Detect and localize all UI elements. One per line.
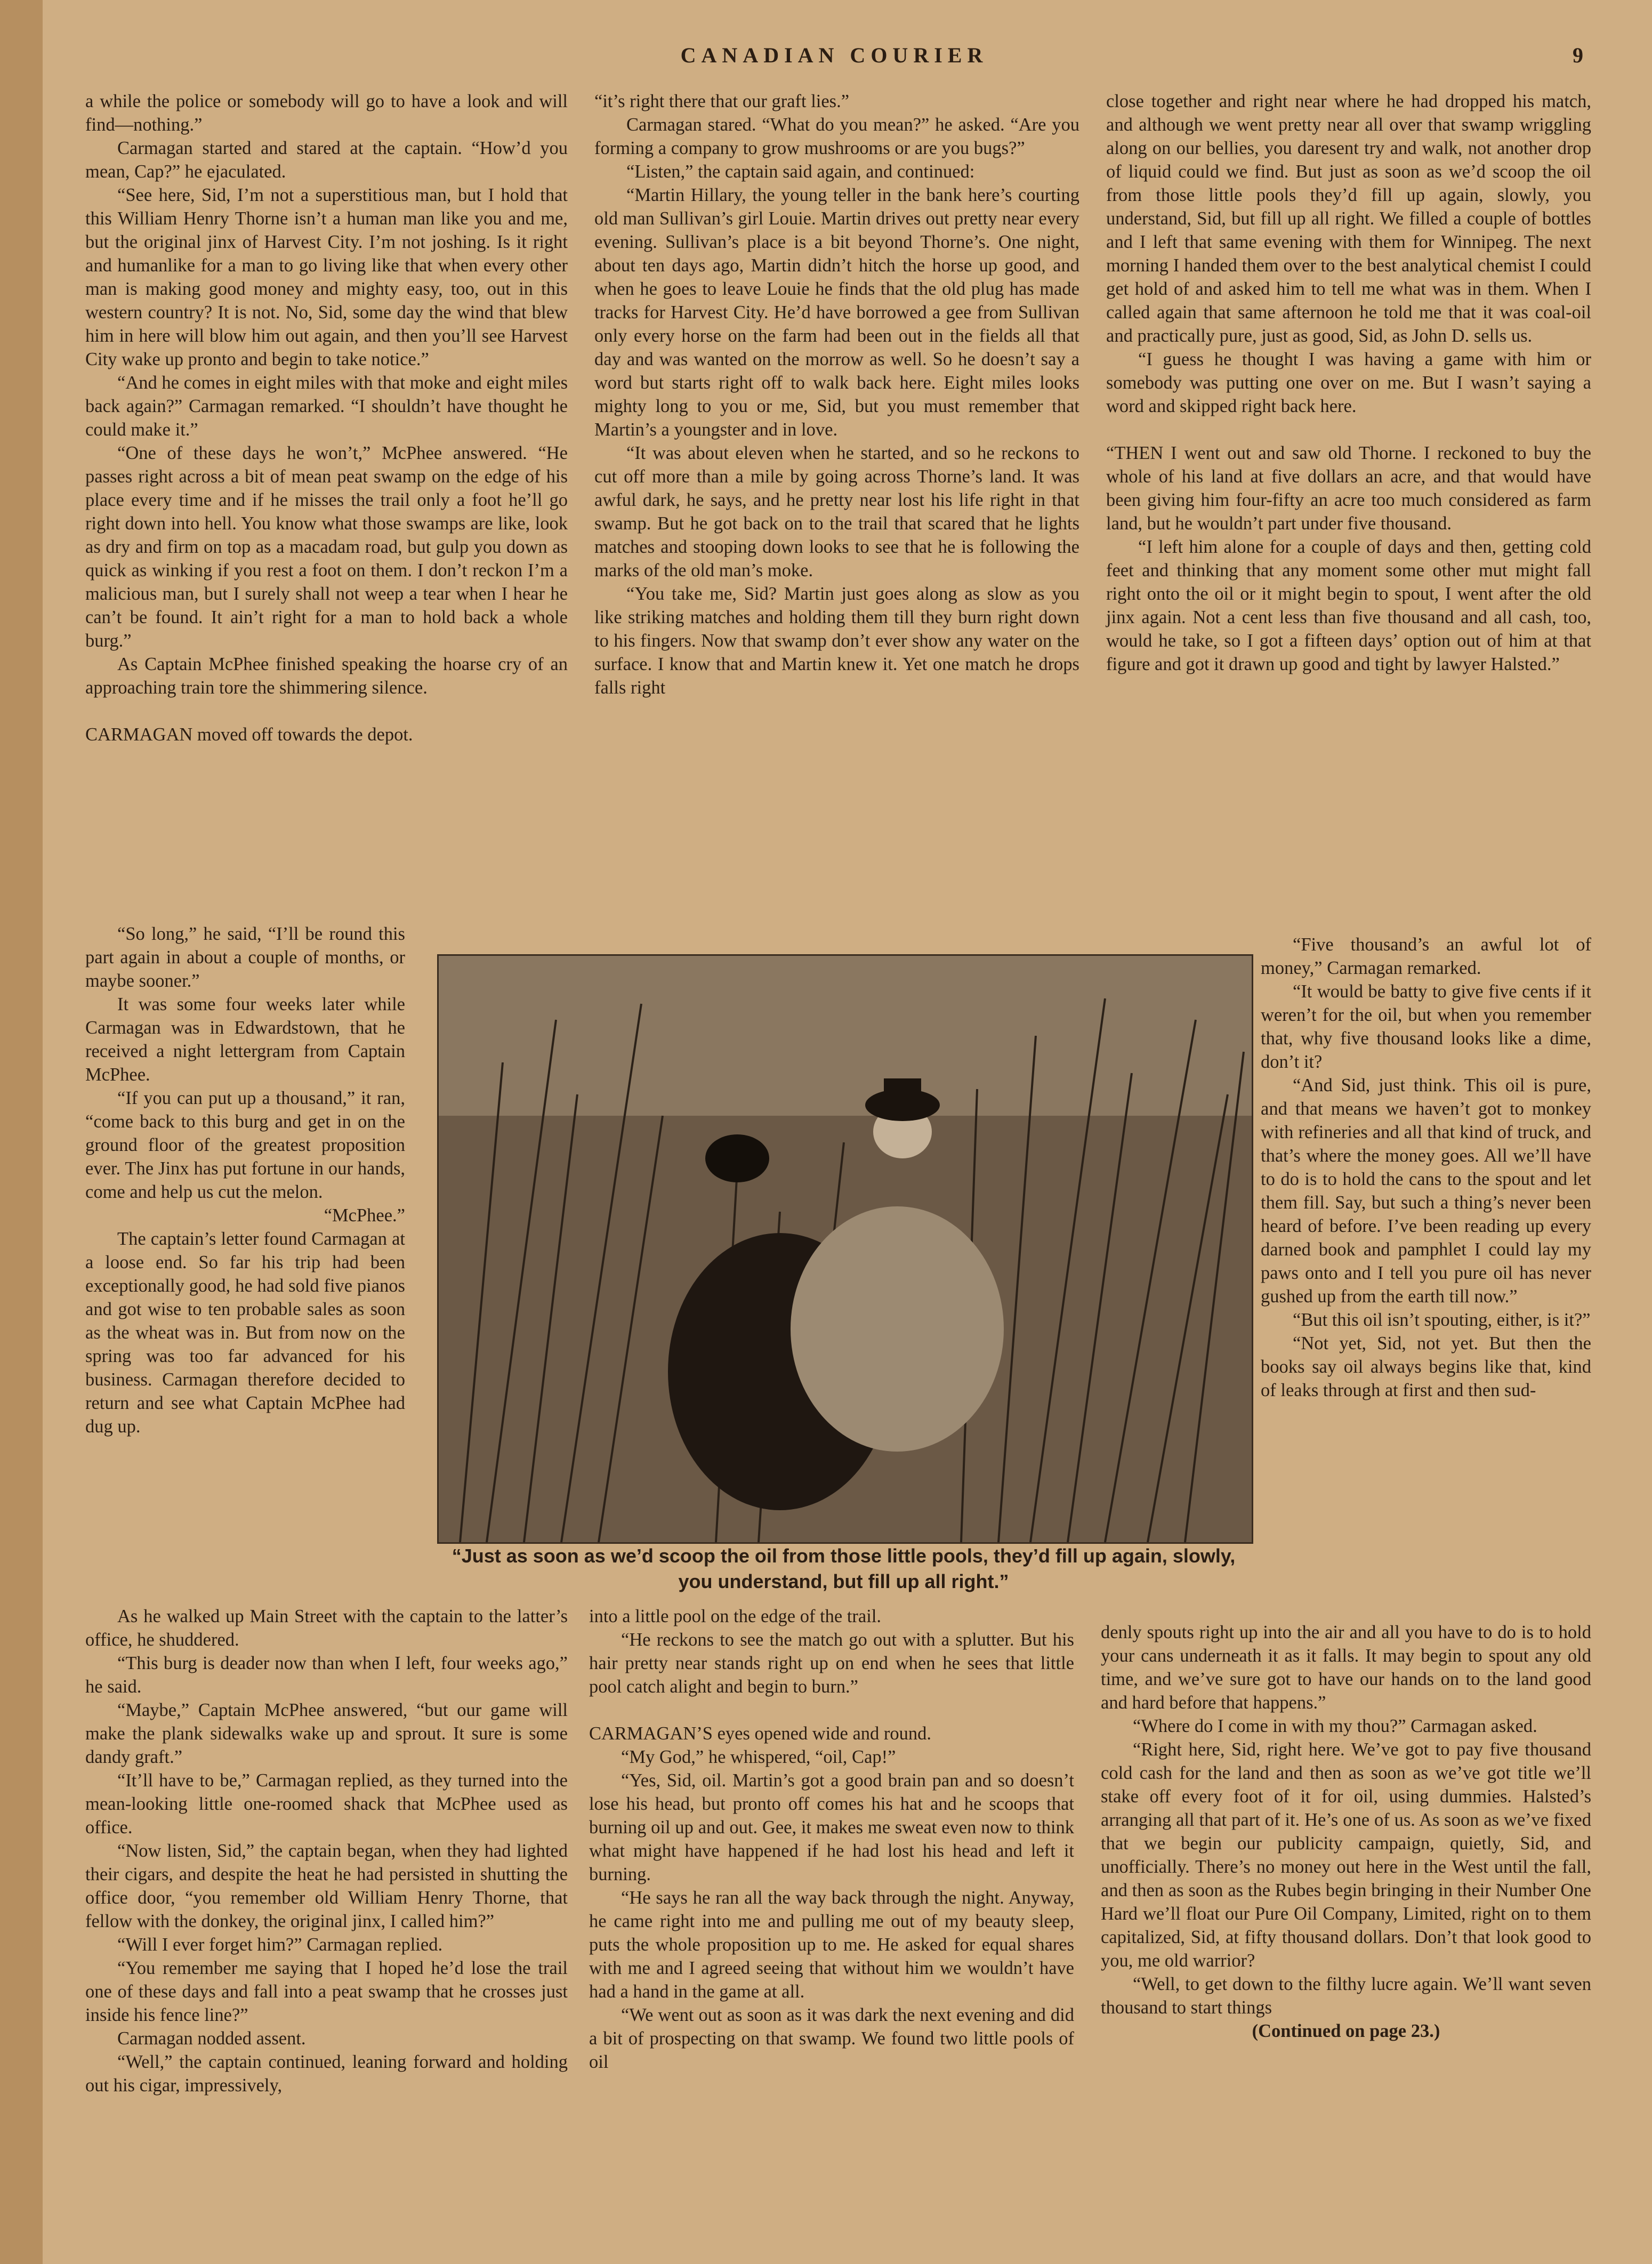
column-1-middle bbox=[85, 922, 405, 1438]
paragraph: a while the police or somebody will go to have a look and will find—nothing.” bbox=[85, 91, 568, 135]
column-2-top bbox=[594, 90, 1079, 699]
paragraph: denly spouts right up into the air and all you have to do is to hold your cans underneath it as it falls. It may begin to spout any old time, and we’ve sure got to have our hands on to the land good and hard before that happens.” bbox=[1101, 1622, 1591, 1713]
paragraph: “It was about eleven when he started, and so he reckons to cut off more than a mile by going across Thorne’s land. It was awful dark, he says, and he pretty near lost his life right in that swamp. But he got back on to the trail that scared that he lights matches and stooping down looks to see that he is following the marks of the old man’s moke. bbox=[594, 443, 1079, 581]
column-2-bottom bbox=[589, 1605, 1074, 2074]
paragraph: “And Sid, just think. This oil is pure, and that means we haven’t got to monkey with refineries and all that kind of truck, and that’s where the money goes. All we’ll have to do is to hold the cans to the spout and let them fill. Say, but such a thing’s never been heard of before. I’ve been reading up every darned book and pamphlet I could lay my paws onto and I tell you pure oil has never gushed up from the earth till now.” bbox=[1261, 1075, 1591, 1307]
paragraph: “Well,” the captain continued, leaning forward and holding out his cigar, impressively, bbox=[85, 2052, 568, 2096]
section-opening: “THEN I went out and saw old Thorne. I reckoned to buy the whole of his land at five dollars an acre, and that would have been giving him four-fifty an acre too much considered as farm land, but he wouldn’t part under five thousand. bbox=[1106, 443, 1591, 534]
page-number: 9 bbox=[1573, 43, 1583, 67]
paragraph: “Where do I come in with my thou?” Carmagan asked. bbox=[1133, 1716, 1537, 1736]
paragraph: “Will I ever forget him?” Carmagan replied. bbox=[117, 1935, 443, 1955]
swamp-illustration-drawing bbox=[439, 956, 1252, 1542]
paragraph: “I left him alone for a couple of days and then, getting cold feet and thinking that any moment some other mut might fall right onto the oil or it might begin to spout, I went after the old jinx again. Not a cent less than five thousand and all cash, too, would he take, so I got a fifteen days’ option out of him at that figure and got it drawn up good and tight by lawyer Halsted.” bbox=[1106, 537, 1591, 674]
paragraph: As he walked up Main Street with the captain to the latter’s office, he shuddered. bbox=[85, 1606, 568, 1650]
paragraph: “If you can put up a thousand,” it ran, “come back to this burg and get in on the ground floor of the greatest proposition ever. The Jinx has put fortune in our hands, come and help us cut the melon. bbox=[85, 1088, 405, 1202]
paragraph: “So long,” he said, “I’ll be round this part again in about a couple of months, or maybe sooner.” bbox=[85, 924, 405, 991]
paragraph: “Five thousand’s an awful lot of money,” Carmagan remarked. bbox=[1261, 934, 1591, 978]
paragraph: “Listen,” the captain said again, and continued: bbox=[626, 162, 975, 182]
paragraph: close together and right near where he had dropped his match, and although we went pretty near all over that swamp wriggling along on our bellies, you daresent try and walk, not another drop of liquid could we find. But just as soon as we’d scoop the oil from those little pools they’d fill up again, slowly, you understand, Sid, but fill up all right. We filled a couple of bottles and I left that same evening with them for Winnipeg. The next morning I handed them over to the best analytical chemist I could get hold of and asked him to tell me what was in them. When I called again that same afternoon he told me that it was coal-oil and practically pure, just as good, Sid, as John D. sells us. bbox=[1106, 91, 1591, 346]
paragraph: Carmagan stared. “What do you mean?” he asked. “Are you forming a company to grow mushrooms or are you bugs?” bbox=[594, 115, 1079, 158]
story-illustration bbox=[437, 954, 1253, 1544]
paragraph: “You remember me saying that I hoped he’d lose the trail one of these days and fall into a peat swamp that he crosses just inside his fence line?” bbox=[85, 1958, 568, 2025]
paragraph: The captain’s letter found Carmagan at a loose end. So far his trip had been exceptionally good, he had sold five pianos and got wise to ten probable sales as soon as the wheat was in. But from now on the spring was too far advanced for his business. Carmagan therefore decided to return and see what Captain McPhee had dug up. bbox=[85, 1229, 405, 1437]
column-1-top bbox=[85, 90, 568, 746]
paragraph: “It would be batty to give five cents if it weren’t for the oil, but when you remember that, why five thousand looks like a dime, don’t it? bbox=[1261, 981, 1591, 1072]
paragraph: “He reckons to see the match go out with a splutter. But his hair pretty near stands right up on end when he sees that little pool catch alight and begin to burn.” bbox=[589, 1630, 1074, 1697]
paragraph: “Yes, Sid, oil. Martin’s got a good brain pan and so doesn’t lose his head, but pronto off comes his hat and he scoops that burning oil up and out. Gee, it makes me sweat even now to think what might have happened if he had lost his head and left it burning. bbox=[589, 1770, 1074, 1884]
paragraph: Carmagan nodded assent. bbox=[117, 2028, 306, 2049]
paragraph: “This burg is deader now than when I left, four weeks ago,” he said. bbox=[85, 1653, 568, 1697]
column-3-bottom bbox=[1101, 1621, 1591, 2043]
paragraph: It was some four weeks later while Carmagan was in Edwardstown, that he received a night lettergram from Captain McPhee. bbox=[85, 994, 405, 1085]
paragraph: “I guess he thought I was having a game with him or somebody was putting one over on me. But I wasn’t saying a word and skipped right back here. bbox=[1106, 349, 1591, 416]
paragraph: “You take me, Sid? Martin just goes along as slow as you like striking matches and holding them till they burn right down to his fingers. Now that swamp don’t ever show any water on the surface. I know that and Martin knew it. Yet one match he drops falls right bbox=[594, 584, 1079, 698]
paragraph: “it’s right there that our graft lies.” bbox=[594, 91, 850, 111]
column-3-middle bbox=[1261, 933, 1591, 1402]
page-gutter-shadow bbox=[0, 0, 43, 2264]
paragraph: “But this oil isn’t spouting, either, is it?” bbox=[1293, 1310, 1591, 1330]
section-opening: CARMAGAN moved off towards the depot. bbox=[85, 724, 413, 745]
paragraph: “Well, to get down to the filthy lucre again. We’ll want seven thousand to start things bbox=[1101, 1974, 1591, 2018]
section-opening: CARMAGAN’S eyes opened wide and round. bbox=[589, 1723, 931, 1744]
paragraph: “My God,” he whispered, “oil, Cap!” bbox=[621, 1747, 896, 1767]
paragraph: Carmagan started and stared at the captain. “How’d you mean, Cap?” he ejaculated. bbox=[85, 138, 568, 182]
paragraph: “And he comes in eight miles with that moke and eight miles back again?” Carmagan remarked. “I shouldn’t have thought he could make it.” bbox=[85, 373, 568, 440]
paragraph: “Now listen, Sid,” the captain began, when they had lighted their cigars, and despite the heat he had persisted in shutting the office door, “you remember old William Henry Thorne, that fellow with the donkey, the original jinx, I called him?” bbox=[85, 1841, 568, 1931]
page-header bbox=[75, 43, 1594, 75]
paragraph: “It’ll have to be,” Carmagan replied, as they turned into the mean-looking little one-roomed shack that McPhee used as office. bbox=[85, 1770, 568, 1838]
paragraph: into a little pool on the edge of the trail. bbox=[589, 1606, 882, 1626]
paragraph: “Right here, Sid, right here. We’ve got to pay five thousand cold cash for the land and then as soon as we’ve got title we’ll stake off every foot of it for oil, using dummies. Halsted’s arranging all that part of it. He’s one of us. As soon as we’ve fixed that we begin our publicity campaign, quietly, Sid, and unofficially. There’s no money out here in the West until the fall, and then as soon as the Rubes begin bringing in their Number One Hard we’ll float our Pure Oil Company, Limited, right on to them capitalized, Sid, at fifty thousand dollars. Don’t that look good to you, me old warrior? bbox=[1101, 1739, 1591, 1971]
paragraph: “See here, Sid, I’m not a superstitious man, but I hold that this William Henry Thorne isn’t a human man like you and me, but the original jinx of Harvest City. I’m not joshing. Is it right and humanlike for a man to go living like that when every other man is making good money and mighty easy, too, out in this western country? It is not. No, Sid, some day the wind that blew him in here will blow him out again, and then you’ll see Harvest City wake up pronto and begin to take notice.” bbox=[85, 185, 568, 369]
paragraph: “One of these days he won’t,” McPhee answered. “He passes right across a bit of mean peat swamp on the edge of his place every time and if he misses the trail only a foot he’ll go right down into hell. You know what those swamps are like, look as dry and firm on top as a macadam road, but gulp you down as quick as winking if you rest a foot on them. I don’t reckon I’m a malicious man, but I surely shall not weep a tear when I hear he can’t be found. It ain’t right for a man to hold back a whole burg.” bbox=[85, 443, 568, 651]
paragraph: “He says he ran all the way back through the night. Anyway, he came right into me and pulling me out of my beauty sleep, puts the whole proposition up to me. He asked for equal shares with me and I agreed seeing that without him we wouldn’t have had a hand in the game at all. bbox=[589, 1888, 1074, 2002]
paragraph: “Not yet, Sid, not yet. But then the books say oil always begins like that, kind of leaks through at first and then sud- bbox=[1261, 1333, 1591, 1400]
column-3-top bbox=[1106, 90, 1591, 676]
continued-notice: (Continued on page 23.) bbox=[1252, 2021, 1440, 2041]
illustration-caption: “Just as soon as we’d scoop the oil from those little pools, they’d fill up again, slowly, you understand, but fill up all right.” bbox=[452, 1545, 1236, 1592]
paragraph: “Maybe,” Captain McPhee answered, “but our game will make the plank sidewalks wake up and sprout. It sure is some dandy graft.” bbox=[85, 1700, 568, 1767]
signature: “McPhee.” bbox=[324, 1205, 405, 1226]
column-1-bottom bbox=[85, 1605, 568, 2097]
publication-title: CANADIAN COURIER bbox=[680, 43, 988, 67]
paragraph: “Martin Hillary, the young teller in the bank here’s courting old man Sullivan’s girl Louie. Martin drives out pretty near every evening. Sullivan’s place is a bit beyond Thorne’s. One night, about ten days ago, Martin didn’t hitch the horse up good, and when he goes to leave Louie he finds that the old plug has made tracks for Harvest City. He’d have borrowed a gee from Sullivan only every horse on the farm had been out in the fields all that day and was wanted on the morrow as well. So he doesn’t say a word but starts right off to walk back here. Eight miles looks mighty long to you or me, Sid, but you must remember that Martin’s a youngster and in love. bbox=[594, 185, 1079, 440]
paragraph: “We went out as soon as it was dark the next evening and did a bit of prospecting on that swamp. We found two little pools of oil bbox=[589, 2005, 1074, 2072]
paragraph: As Captain McPhee finished speaking the hoarse cry of an approaching train tore the shimmering silence. bbox=[85, 654, 568, 698]
